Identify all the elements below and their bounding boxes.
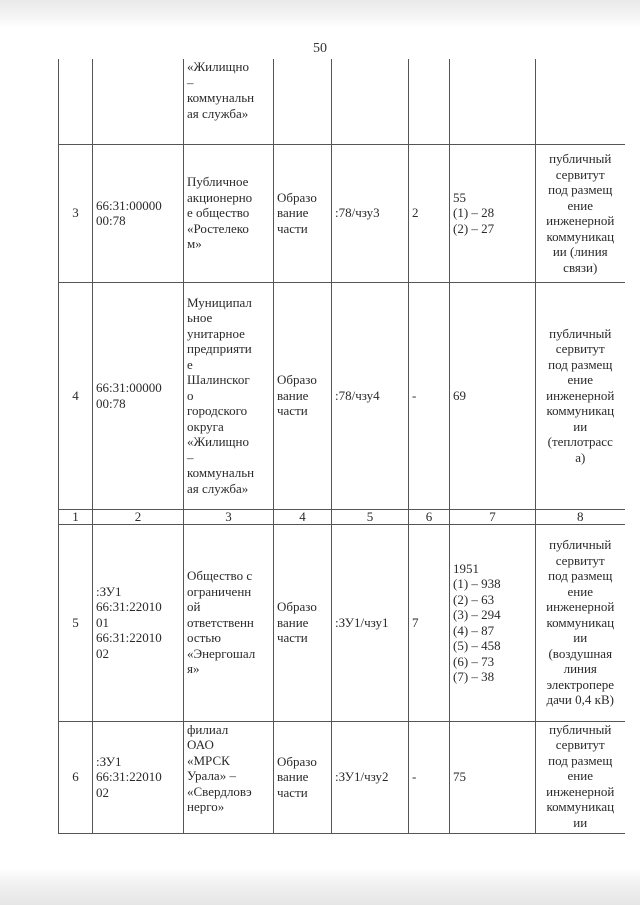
cell-type bbox=[274, 721, 332, 833]
cell-text-line: (6) – 73 bbox=[453, 653, 495, 669]
cell-text-line: (теплотрасс bbox=[547, 434, 613, 450]
cell-text-line: части bbox=[277, 630, 308, 646]
cell-text-line: ограниченн bbox=[187, 583, 252, 599]
cell-text-line: :ЗУ1 bbox=[96, 753, 122, 769]
cell-text-line: ение bbox=[567, 768, 593, 783]
cell-text-line: инженерной bbox=[546, 783, 615, 799]
cell-type bbox=[274, 524, 332, 721]
cell-text-line: филиал bbox=[187, 721, 229, 737]
cell-text-line: – bbox=[187, 449, 194, 465]
cell-text-line: ение bbox=[567, 197, 593, 213]
table-row bbox=[59, 524, 625, 721]
cell-text-line: ьное bbox=[187, 310, 213, 326]
cell-text-line: электропере bbox=[546, 676, 615, 692]
cell-text-line: сервитут bbox=[555, 737, 605, 752]
cell-text-line: предприяти bbox=[187, 341, 252, 357]
cell-text-line: :ЗУ1 bbox=[96, 583, 122, 599]
cell-owner bbox=[184, 524, 274, 721]
cell-text-line: ение bbox=[567, 583, 593, 599]
cell-text-line: ая служба» bbox=[187, 105, 249, 121]
cell-text-line: части bbox=[277, 403, 308, 419]
cell-text-line: остью bbox=[187, 630, 221, 646]
cell-text-line: городского bbox=[187, 403, 248, 419]
cell-text-line: е bbox=[187, 356, 193, 372]
cell-purpose bbox=[536, 524, 625, 721]
cell-cadastral bbox=[93, 721, 184, 833]
table-row bbox=[59, 144, 625, 282]
cell-text-line: 66:31:00000 bbox=[96, 380, 162, 395]
cell-text-line: а) bbox=[575, 449, 586, 465]
cell-number: 3 bbox=[59, 144, 93, 282]
cell-text-line: инженерной bbox=[546, 599, 615, 615]
cell-number: 4 bbox=[59, 282, 93, 509]
column-number: 7 bbox=[450, 509, 536, 524]
cell-text-line: ая служба» bbox=[187, 480, 249, 496]
cell-count: 2 bbox=[409, 144, 450, 282]
table-row bbox=[59, 59, 625, 144]
cell-text-line: 66:31:22010 bbox=[96, 599, 162, 615]
cell-text-line: части bbox=[277, 784, 308, 800]
cell-text-line: е общество bbox=[187, 205, 250, 221]
cell-area bbox=[450, 282, 536, 509]
cell-text-line: (воздушная bbox=[548, 645, 613, 661]
cell-area bbox=[450, 721, 536, 833]
cell-text-line: под размещ bbox=[548, 356, 613, 372]
cell-text-line: Образо bbox=[277, 753, 317, 769]
cell-text-line: 66:31:22010 bbox=[96, 630, 162, 646]
cell-text-line: вание bbox=[277, 205, 309, 221]
cell-text-line: сервитут bbox=[555, 341, 605, 357]
cell-area bbox=[450, 524, 536, 721]
cell-text-line: округа bbox=[187, 418, 224, 434]
cell-text-line: Общество с bbox=[187, 568, 253, 584]
cell-text-line: сервитут bbox=[555, 552, 605, 568]
cell-text-line: публичный bbox=[549, 537, 612, 553]
cell-type bbox=[274, 59, 332, 144]
scan-shadow-top bbox=[0, 0, 640, 28]
cell-text-line: о bbox=[187, 387, 194, 403]
cell-number bbox=[59, 59, 93, 144]
column-number: 2 bbox=[93, 509, 184, 524]
cell-number: 6 bbox=[59, 721, 93, 833]
cell-text-line: (1) – 28 bbox=[453, 205, 495, 221]
cell-text-line: публичный bbox=[549, 325, 612, 341]
cell-text-line: коммунальн bbox=[187, 465, 255, 481]
table-row bbox=[59, 721, 625, 833]
cell-text-line: ии bbox=[573, 630, 588, 646]
cell-text-line: вание bbox=[277, 614, 309, 630]
cell-text-line: «Свердловэ bbox=[187, 783, 252, 799]
cell-text-line: 75 bbox=[453, 769, 466, 785]
cell-text-line: линия bbox=[563, 661, 597, 677]
cell-text-line: (5) – 458 bbox=[453, 638, 501, 653]
cell-text-line: «Ростелеко bbox=[187, 220, 249, 236]
cell-text-line: акционерно bbox=[187, 189, 253, 205]
cell-text-line: Урала» – bbox=[187, 768, 236, 783]
cell-text-line: Образо bbox=[277, 599, 317, 615]
cell-text-line: 55 bbox=[453, 189, 466, 205]
cell-purpose bbox=[536, 144, 625, 282]
cell-text-line: Образо bbox=[277, 189, 317, 205]
cell-purpose bbox=[536, 282, 625, 509]
cell-zone: :ЗУ1/чзу2 bbox=[332, 721, 409, 833]
cell-owner bbox=[184, 721, 274, 833]
cell-text-line: (2) – 63 bbox=[453, 591, 495, 607]
cell-text-line: 00:78 bbox=[96, 213, 126, 228]
cell-owner bbox=[184, 144, 274, 282]
cell-text-line: ии (линия bbox=[552, 244, 608, 259]
cell-text-line: 1951 bbox=[453, 560, 479, 576]
cell-cadastral bbox=[93, 282, 184, 509]
cell-owner bbox=[184, 59, 274, 144]
cell-zone: :ЗУ1/чзу1 bbox=[332, 524, 409, 721]
cell-text-line: инженерной bbox=[546, 387, 615, 403]
cell-owner bbox=[184, 282, 274, 509]
cell-count: - bbox=[409, 721, 450, 833]
cell-text-line: инженерной bbox=[546, 213, 615, 228]
table-row bbox=[59, 282, 625, 509]
easement-table bbox=[58, 59, 625, 834]
cell-text-line: «Жилищно bbox=[187, 434, 250, 450]
column-number: 3 bbox=[184, 509, 274, 524]
cell-number: 5 bbox=[59, 524, 93, 721]
cell-text-line: (2) – 27 bbox=[453, 220, 495, 236]
cell-zone bbox=[332, 59, 409, 144]
cell-text-line: нерго» bbox=[187, 799, 225, 814]
cell-text-line: ответственн bbox=[187, 614, 254, 630]
column-number: 6 bbox=[409, 509, 450, 524]
cell-text-line: (1) – 938 bbox=[453, 576, 501, 591]
cell-text-line: дачи 0,4 кВ) bbox=[546, 692, 614, 708]
cell-text-line: ОАО bbox=[187, 737, 214, 752]
column-number: 8 bbox=[536, 509, 625, 524]
cell-text-line: ение bbox=[567, 372, 593, 388]
cell-text-line: Муниципал bbox=[187, 294, 252, 310]
cell-text-line: «МРСК bbox=[187, 752, 230, 768]
column-number: 4 bbox=[274, 509, 332, 524]
cell-text-line: 02 bbox=[96, 784, 109, 800]
cell-type bbox=[274, 282, 332, 509]
cell-count: 7 bbox=[409, 524, 450, 721]
cell-text-line: 02 bbox=[96, 645, 109, 661]
cell-text-line: вание bbox=[277, 387, 309, 403]
cell-text-line: 01 bbox=[96, 614, 109, 630]
cell-text-line: 00:78 bbox=[96, 395, 126, 411]
cell-text-line: коммуникац bbox=[546, 228, 615, 244]
cell-text-line: коммунальн bbox=[187, 90, 255, 105]
cell-text-line: под размещ bbox=[548, 182, 613, 197]
cell-text-line: (4) – 87 bbox=[453, 622, 495, 638]
cell-area bbox=[450, 144, 536, 282]
cell-cadastral bbox=[93, 524, 184, 721]
cell-text-line: коммуникац bbox=[546, 403, 615, 419]
cell-text-line: сервитут bbox=[555, 166, 605, 182]
cell-text-line: унитарное bbox=[187, 325, 245, 341]
cell-text-line: м» bbox=[187, 236, 202, 252]
cell-text-line: части bbox=[277, 220, 308, 236]
cell-purpose bbox=[536, 721, 625, 833]
cell-text-line: (7) – 38 bbox=[453, 669, 495, 684]
cell-text-line: под размещ bbox=[548, 752, 613, 768]
cell-text-line: 66:31:00000 bbox=[96, 197, 162, 213]
cell-text-line: ии bbox=[573, 418, 588, 434]
cell-text-line: ии bbox=[573, 814, 588, 830]
cell-text-line: под размещ bbox=[548, 568, 613, 584]
cell-text-line: 66:31:22010 bbox=[96, 769, 162, 785]
cell-text-line: публичный bbox=[549, 151, 612, 166]
cell-text-line: коммуникац bbox=[546, 799, 615, 814]
cell-text-line: коммуникац bbox=[546, 614, 615, 630]
column-number: 5 bbox=[332, 509, 409, 524]
cell-text-line: Образо bbox=[277, 372, 317, 388]
cell-text-line: (3) – 294 bbox=[453, 607, 501, 622]
column-number: 1 bbox=[59, 509, 93, 524]
cell-text-line: я» bbox=[187, 661, 200, 677]
cell-text-line: «Жилищно bbox=[187, 59, 250, 74]
cell-text-line: «Энергошал bbox=[187, 645, 256, 661]
cell-cadastral bbox=[93, 144, 184, 282]
cell-text-line: вание bbox=[277, 769, 309, 785]
cell-text-line: связи) bbox=[563, 259, 598, 275]
cell-count bbox=[409, 59, 450, 144]
column-number-row bbox=[59, 509, 625, 524]
cell-zone: :78/чзу3 bbox=[332, 144, 409, 282]
page-number: 50 bbox=[313, 41, 327, 56]
cell-text-line: ой bbox=[187, 599, 201, 615]
cell-count: - bbox=[409, 282, 450, 509]
cell-text-line: Шалинског bbox=[187, 372, 250, 388]
cell-zone: :78/чзу4 bbox=[332, 282, 409, 509]
cell-text-line: Публичное bbox=[187, 174, 249, 190]
cell-text-line: публичный bbox=[549, 721, 612, 737]
cell-purpose bbox=[536, 59, 625, 144]
cell-text-line: 69 bbox=[453, 387, 466, 403]
cell-text-line: – bbox=[187, 74, 194, 90]
cell-area bbox=[450, 59, 536, 144]
cell-type bbox=[274, 144, 332, 282]
scan-shadow-bottom bbox=[0, 868, 640, 905]
cell-cadastral bbox=[93, 59, 184, 144]
